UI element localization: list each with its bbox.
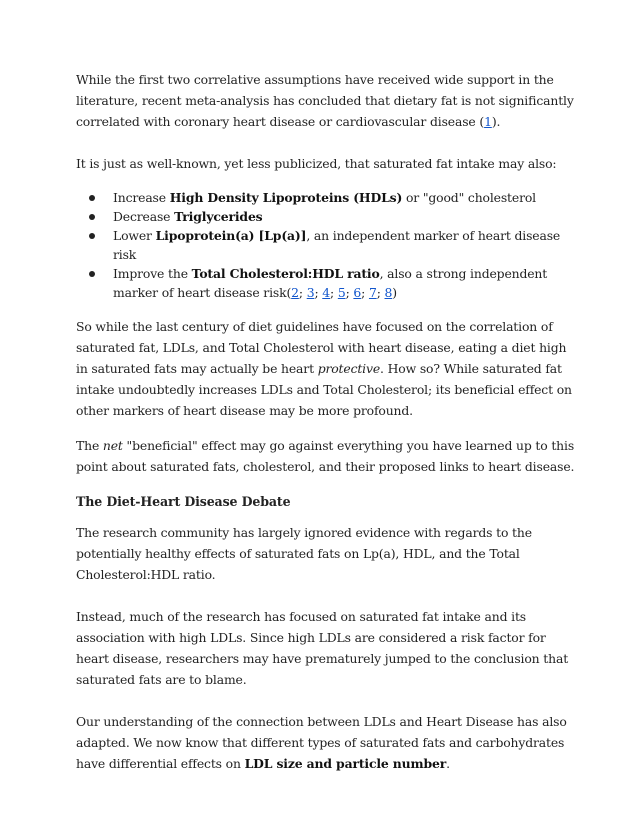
bullet-icon: [89, 271, 95, 277]
separator: ;: [298, 285, 307, 300]
separator: ;: [345, 285, 354, 300]
list-item-text: Increase: [113, 190, 170, 205]
emphasis-text: protective: [317, 361, 381, 376]
reference-link-5[interactable]: 5: [337, 285, 346, 300]
paragraph-text: So while the last century of diet guidelines have focused on the correlation of saturated fat, LDLs, and Total Cholesterol with heart disease, eating a diet high in saturated fats may actually be heart: [76, 319, 567, 376]
separator: ;: [361, 285, 369, 300]
list-item-text: , an independent marker of heart disease risk: [113, 228, 561, 262]
paragraph-text: . How so? While saturated fat intake undoubtedly increases LDLs and Total Cholesterol; its beneficial effect on other markers of heart disease may be more profound.: [76, 361, 572, 418]
paragraph-research-focus: Instead, much of the research has focused on saturated fat intake and its association with high LDLs. Since high LDLs are considered a risk factor for heart disease, researchers may have prematurely jumped to the conclusion that saturated fats are to blame.: [76, 609, 569, 687]
list-item: [113, 207, 576, 226]
list-item-text: or "good" cholesterol: [402, 190, 536, 205]
list-item-text: Lower: [113, 228, 156, 243]
reference-link-3[interactable]: 3: [306, 285, 315, 300]
bullet-icon: [89, 195, 95, 201]
paragraph-text: ).: [491, 114, 501, 129]
list-item: [113, 188, 576, 207]
section-heading: The Diet-Heart Disease Debate: [76, 494, 291, 509]
list-item-text: ): [392, 285, 397, 300]
document-page: [76, 69, 576, 774]
paragraph-saturated-fat-intro: It is just as well-known, yet less publicized, that saturated fat intake may also:: [76, 156, 557, 171]
reference-link-7[interactable]: 7: [368, 285, 377, 300]
separator: ;: [330, 285, 338, 300]
paragraph-text: "beneficial" effect may go against everything you have learned up to this point about saturated fats, cholesterol, and their proposed links to heart disease.: [76, 438, 575, 474]
bullet-icon: [89, 214, 95, 220]
benefits-list: [76, 188, 576, 302]
separator: ;: [314, 285, 323, 300]
paragraph-research-community: The research community has largely ignored evidence with regards to the potentially healthy effects of saturated fats on Lp(a), HDL, and the Total Cholesterol:HDL ratio.: [76, 525, 532, 582]
paragraph-text: .: [446, 756, 450, 771]
list-item-bold: High Density Lipoproteins (HDLs): [169, 190, 403, 205]
paragraph-text: Our understanding of the connection between LDLs and Heart Disease has also adapted. We now know that different types of saturated fats and carbohydrates have differential effects on: [76, 714, 567, 771]
reference-link-6[interactable]: 6: [353, 285, 362, 300]
reference-link-4[interactable]: 4: [322, 285, 330, 300]
separator: ;: [376, 285, 385, 300]
paragraph-diet-guidelines: [76, 316, 576, 421]
paragraph-net-effect: [76, 435, 576, 477]
list-item-bold: Lipoprotein(a) [Lp(a)]: [155, 228, 307, 243]
list-item-bold: Total Cholesterol:HDL ratio: [191, 266, 380, 281]
list-item-text: Improve the: [113, 266, 192, 281]
paragraph-ldl-understanding: [76, 711, 576, 774]
reference-link-8[interactable]: 8: [384, 285, 393, 300]
reference-link-1[interactable]: 1: [484, 114, 492, 129]
list-item: [113, 226, 576, 264]
paragraph-text: While the first two correlative assumptions have received wide support in the literature, recent meta-analysis has concluded that dietary fat is not significantly correlated with coronary heart disease or cardiovascular disease (: [76, 72, 574, 129]
bullet-icon: [89, 233, 95, 239]
list-item-text: , also a strong independent marker of heart disease risk(: [113, 266, 548, 300]
list-item-text: Decrease: [113, 209, 175, 224]
paragraph-text: The: [76, 438, 103, 453]
list-item-bold: Triglycerides: [174, 209, 263, 224]
paragraph-meta-analysis: [76, 69, 576, 132]
bold-text: LDL size and particle number: [244, 756, 447, 771]
list-item: [113, 264, 576, 302]
reference-link-2[interactable]: 2: [291, 285, 299, 300]
emphasis-text: net: [102, 438, 123, 453]
